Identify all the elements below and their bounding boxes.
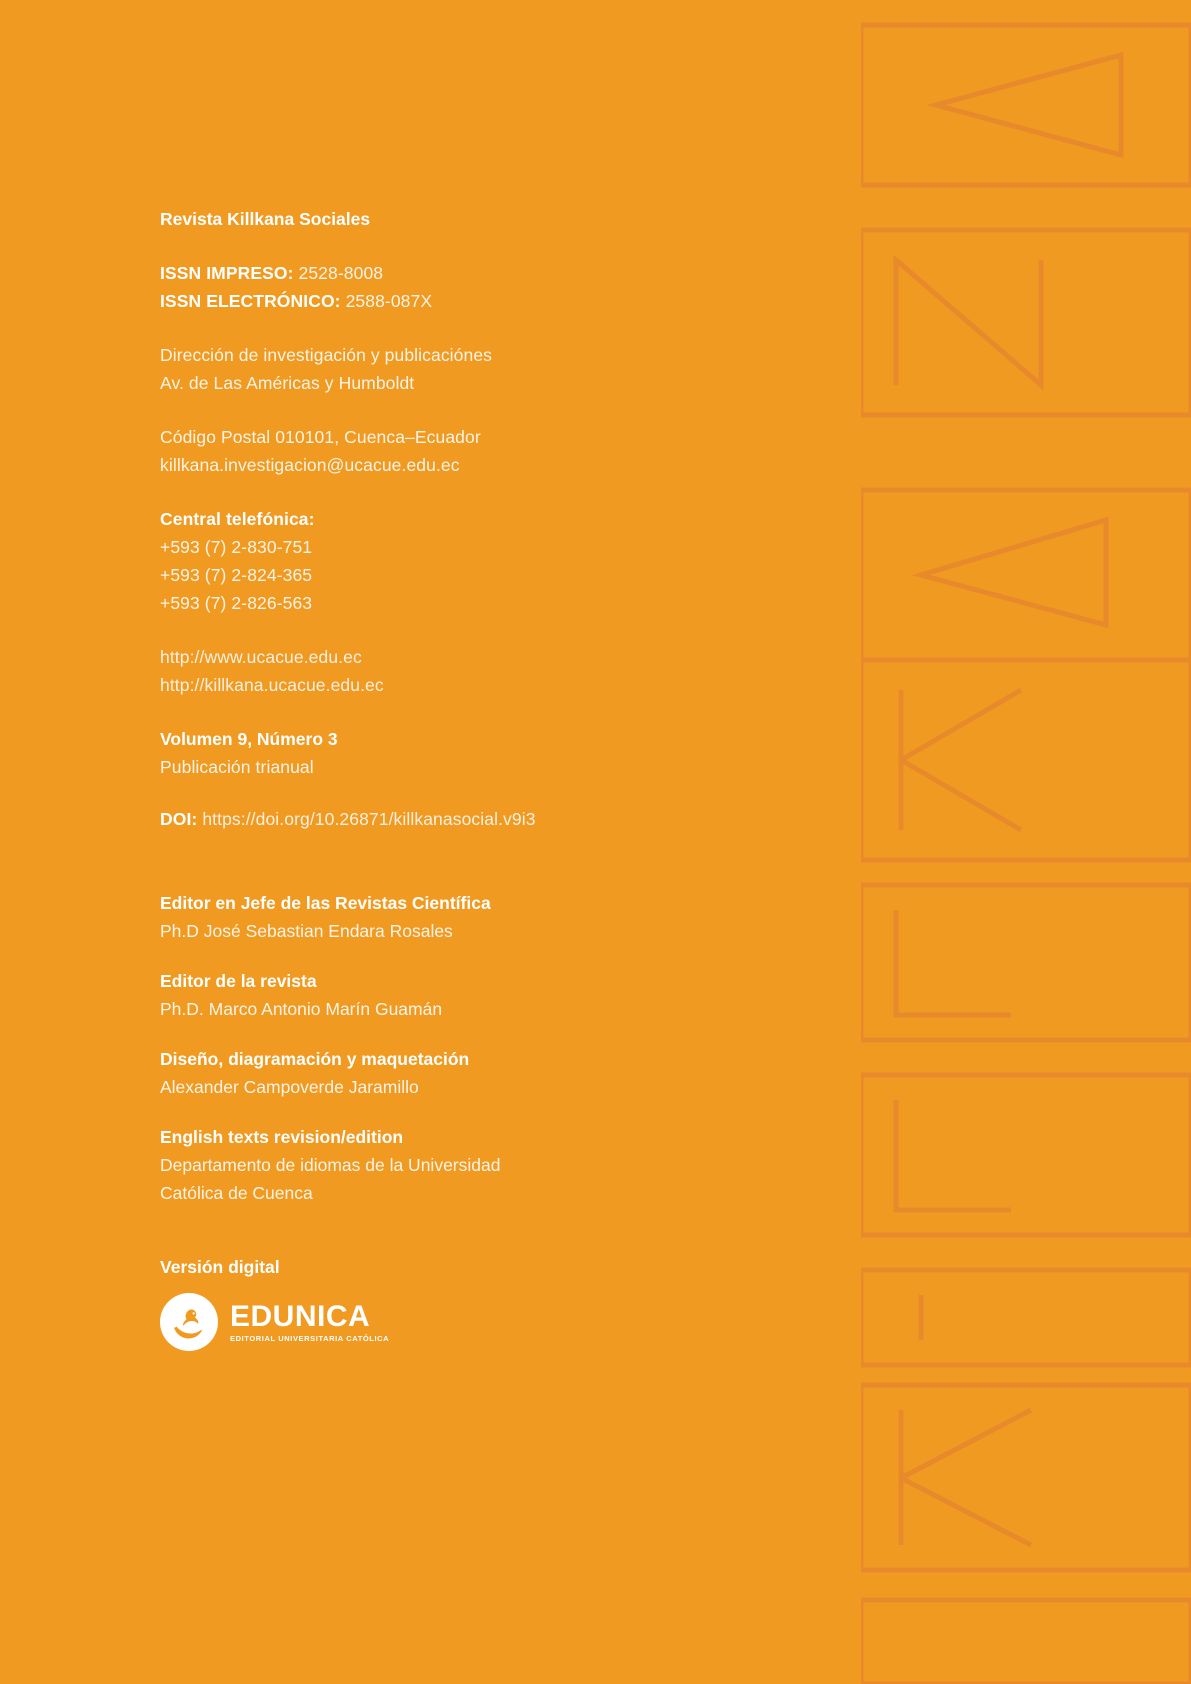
issn-electronic-row [160,287,780,315]
website-block [160,643,780,699]
issn-electronic-label: ISSN ELECTRÓNICO: [160,291,341,311]
phone-block [160,505,780,617]
publication-frequency: Publicación trianual [160,757,314,777]
phone-1: +593 (7) 2-830-751 [160,537,313,557]
website-link-main[interactable]: http://www.ucacue.edu.ec [160,647,362,667]
edunica-logo-subtitle: EDITORIAL UNIVERSITARIA CATÓLICA [230,1333,390,1343]
address-line-2: Av. de Las Américas y Humboldt [160,373,415,393]
edunica-logo-name: EDUNICA [230,1299,371,1333]
website-link-journal[interactable]: http://killkana.ucacue.edu.ec [160,675,384,695]
contact-email[interactable]: killkana.investigacion@ucacue.edu.ec [160,455,460,475]
address-line-1: Dirección de investigación y publicaciónes [160,345,493,365]
credit-role: English texts revision/edition [160,1127,404,1147]
digital-version-block [160,1253,780,1351]
contact-block [160,423,780,479]
edunica-logo-text [230,1301,389,1344]
postal-code-line: Código Postal 010101, Cuenca–Ecuador [160,427,481,447]
doi-value[interactable]: https://doi.org/10.26871/killkanasocial.v9i3 [202,809,536,829]
volume-block [160,725,780,781]
issn-block [160,259,780,315]
bird-mark-icon [160,1293,218,1351]
journal-title-block [160,205,780,233]
credit-name-cont: Católica de Cuenca [160,1183,313,1203]
credit-name: Departamento de idiomas de la Universidad [160,1155,501,1175]
credit-role: Diseño, diagramación y maquetación [160,1049,470,1069]
phone-label: Central telefónica: [160,509,315,529]
digital-version-heading: Versión digital [160,1257,280,1277]
credits-section [160,889,780,1207]
issn-print-label: ISSN IMPRESO: [160,263,294,283]
decorative-killkana-lettering [861,0,1191,1684]
credit-role: Editor de la revista [160,971,317,991]
credit-entry [160,1045,780,1101]
credit-name: Ph.D. Marco Antonio Marín Guamán [160,999,443,1019]
journal-title: Revista Killkana Sociales [160,209,371,229]
credit-entry [160,967,780,1023]
phone-2: +593 (7) 2-824-365 [160,565,313,585]
credit-name: Alexander Campoverde Jaramillo [160,1077,419,1097]
volume-number: Volumen 9, Número 3 [160,729,338,749]
doi-label: DOI: [160,809,198,829]
issn-electronic-value: 2588-087X [345,291,433,311]
doi-block [160,805,780,833]
edunica-logo [160,1293,780,1351]
issn-print-row [160,259,780,287]
credit-name: Ph.D José Sebastian Endara Rosales [160,921,453,941]
credit-entry [160,1123,780,1207]
issn-print-value: 2528-8008 [298,263,384,283]
doi-row [160,805,780,833]
address-block [160,341,780,397]
colophon-content [160,205,780,1351]
credit-role: Editor en Jefe de las Revistas Científica [160,893,491,913]
phone-3: +593 (7) 2-826-563 [160,593,313,613]
credit-entry [160,889,780,945]
